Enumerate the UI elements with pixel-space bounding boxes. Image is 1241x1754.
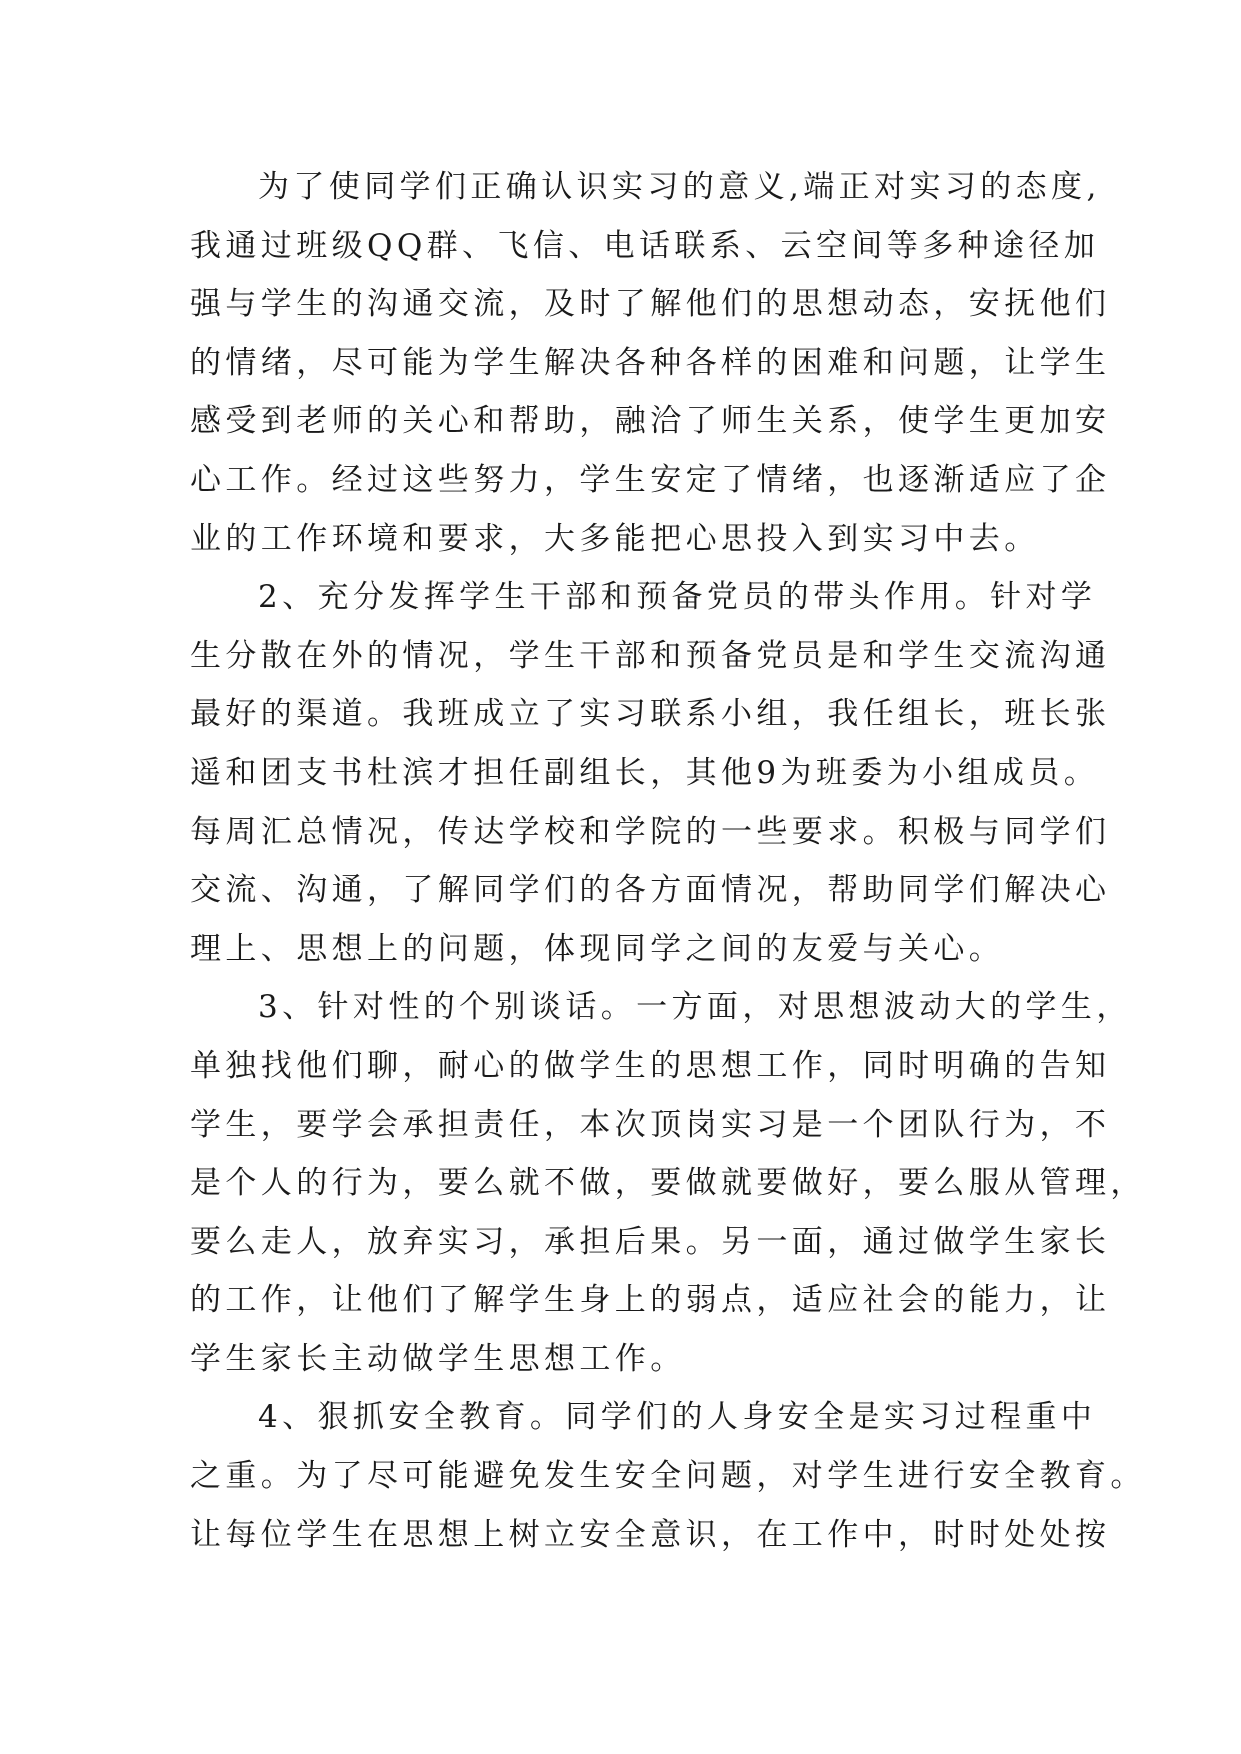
paragraph-3-line-3: 学生，要学会承担责任，本次顶岗实习是一个团队行为，不 xyxy=(190,1106,1111,1143)
paragraph-1-line-3: 强与学生的沟通交流，及时了解他们的思想动态，安抚他们 xyxy=(190,286,1111,323)
paragraph-2-line-6: 交流、沟通，了解同学们的各方面情况，帮助同学们解决心 xyxy=(190,872,1111,909)
paragraph-1-line-2: 我通过班级QQ群、飞信、电话联系、云空间等多种途径加 xyxy=(190,227,1100,264)
paragraph-2-line-2: 生分散在外的情况，学生干部和预备党员是和学生交流沟通 xyxy=(190,637,1111,674)
paragraph-3-line-7: 学生家长主动做学生思想工作。 xyxy=(190,1340,686,1377)
body-text xyxy=(190,158,1146,1564)
paragraph-2-line-1: 2、充分发挥学生干部和预备党员的带头作用。针对学 xyxy=(258,579,1097,616)
paragraph-3-line-6: 的工作，让他们了解学生身上的弱点，适应社会的能力，让 xyxy=(190,1282,1111,1319)
paragraph-1-line-5: 感受到老师的关心和帮助，融洽了师生关系，使学生更加安 xyxy=(190,403,1111,440)
paragraph-3-line-4: 是个人的行为，要么就不做，要做就要做好，要么服从管理， xyxy=(190,1165,1146,1202)
paragraph-3-line-2: 单独找他们聊，耐心的做学生的思想工作，同时明确的告知 xyxy=(190,1047,1111,1084)
paragraph-2-line-4: 遥和团支书杜滨才担任副组长，其他9为班委为小组成员。 xyxy=(190,754,1100,791)
paragraph-3-line-1: 3、针对性的个别谈话。一方面，对思想波动大的学生， xyxy=(258,989,1132,1026)
paragraph-4-line-2: 之重。为了尽可能避免发生安全问题，对学生进行安全教育。 xyxy=(190,1458,1146,1495)
paragraph-3-line-5: 要么走人，放弃实习，承担后果。另一面，通过做学生家长 xyxy=(190,1223,1111,1260)
paragraph-2-line-3: 最好的渠道。我班成立了实习联系小组，我任组长，班长张 xyxy=(190,696,1111,733)
paragraph-2-line-7: 理上、思想上的问题，体现同学之间的友爱与关心。 xyxy=(190,930,1005,967)
paragraph-1-line-7: 业的工作环境和要求，大多能把心思投入到实习中去。 xyxy=(190,520,1040,557)
paragraph-4-line-1: 4、狠抓安全教育。同学们的人身安全是实习过程重中 xyxy=(258,1399,1097,1436)
paragraph-4-line-3: 让每位学生在思想上树立安全意识，在工作中，时时处处按 xyxy=(190,1516,1111,1553)
paragraph-1-line-6: 心工作。经过这些努力，学生安定了情绪，也逐渐适应了企 xyxy=(190,461,1111,498)
paragraph-1-line-1: 为了使同学们正确认识实习的意义,端正对实习的态度, xyxy=(258,169,1101,205)
paragraph-2-line-5: 每周汇总情况，传达学校和学院的一些要求。积极与同学们 xyxy=(190,813,1111,850)
paragraph-1-line-4: 的情绪，尽可能为学生解决各种各样的困难和问题，让学生 xyxy=(190,344,1111,381)
